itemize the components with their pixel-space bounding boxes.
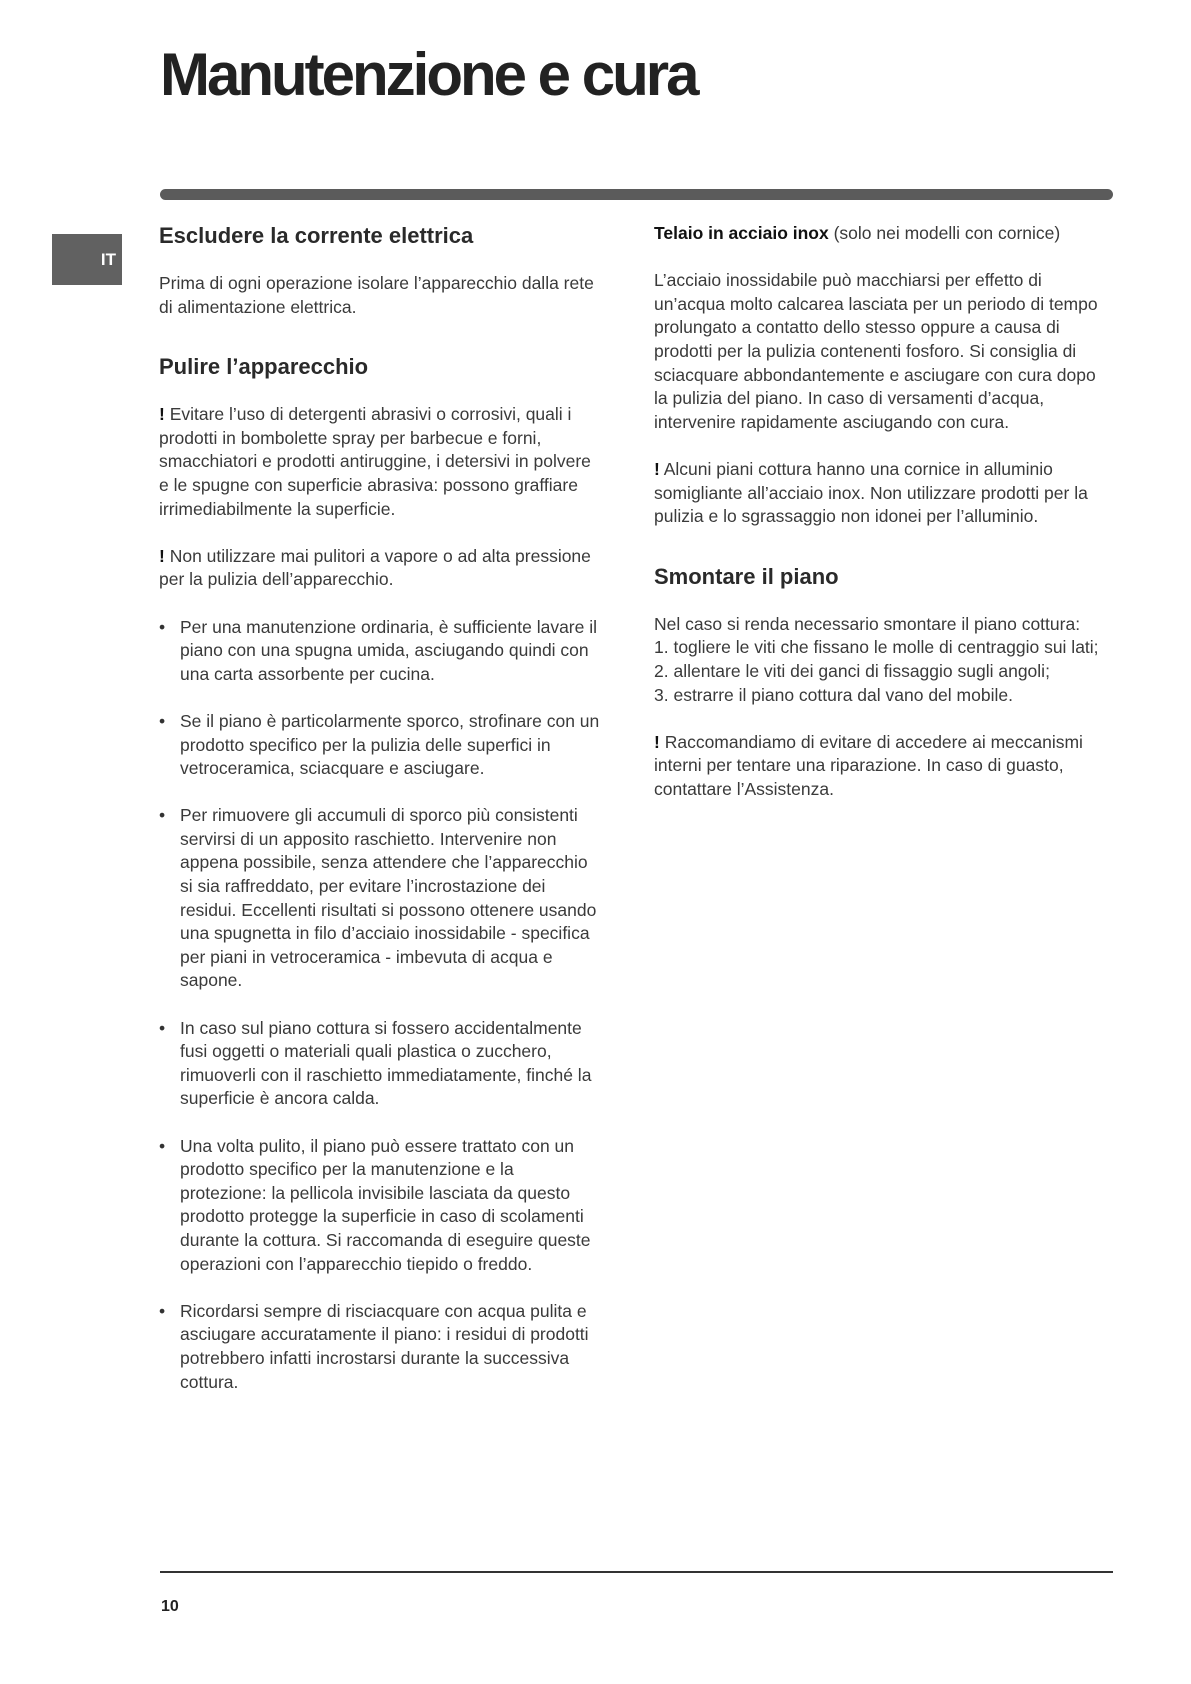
heading-smontare: Smontare il piano: [654, 563, 839, 589]
heading-corrente: Escludere la corrente elettrica: [159, 223, 474, 248]
right-column: [654, 222, 1099, 825]
warning-vapore-text: Non utilizzare mai pulitori a vapore o ad alta pressione per la pulizia dell’apparecchio.: [159, 545, 591, 590]
step-3: 3. estrarre il piano cottura dal vano del mobile.: [654, 684, 1013, 705]
warning-vapore: [159, 545, 604, 592]
language-tab: IT: [52, 234, 122, 285]
list-item: • Per rimuovere gli accumuli di sporco più consistenti servirsi di un apposito raschietto. Intervenire non appena possibile, senza attendere che l’apparecchio si sia raffreddato, per evitare l’incrostazione dei residui. Eccellenti risultati si possono ottenere usando una spugnetta in filo d’acciaio inossidabile - specifica per piani in vetroceramica - imbevuta di acqua e sapone.: [159, 804, 604, 993]
warning-abrasivi-text: Evitare l’uso di detergenti abrasivi o corrosivi, quali i prodotti in bombolette spray per barbecue e forni, smacchiatori e prodotti antiruggine, i detersivi in polvere e le spugne con superficie abrasiva: possono graffiare irrimediabilmente la superficie.: [159, 404, 591, 519]
list-item: • Ricordarsi sempre di risciacquare con acqua pulita e asciugare accuratamente il piano: i residui di prodotti potrebbero infatti incrostarsi durante la successiva cottura.: [159, 1300, 604, 1394]
paragraph-acciaio: L’acciaio inossidabile può macchiarsi per effetto di un’acqua molto calcarea lasciata per un periodo di tempo prolungato a contatto dello stesso oppure a causa di prodotti per la pulizia contenenti fosforo. Si consiglia di sciacquare abbondantemente e asciugare con cura dopo la pulizia del piano. In caso di versamenti d’acqua, intervenire rapidamente asciugando con cura.: [654, 270, 1098, 432]
page-title: Manutenzione e cura: [160, 41, 697, 108]
footer-rule: [160, 1571, 1113, 1573]
warning-mark: !: [654, 458, 660, 479]
smontare-intro: Nel caso si renda necessario smontare il piano cottura:: [654, 613, 1081, 634]
smontare-steps: [654, 613, 1099, 707]
warning-mark: !: [159, 404, 165, 425]
warning-assistenza-text: Raccomandiamo di evitare di accedere ai meccanismi interni per tentare una riparazione. In caso di guasto, contattare l’Assistenza.: [654, 731, 1083, 799]
warning-mark: !: [159, 545, 165, 566]
step-2: 2. allentare le viti dei ganci di fissaggio sugli angoli;: [654, 660, 1050, 681]
list-item: • Una volta pulito, il piano può essere trattato con un prodotto specifico per la manutenzione e la protezione: la pellicola invisibile lasciata da questo prodotto protegge la superficie in caso di scolamenti durante la cottura. Si raccomanda di eseguire queste operazioni con l’apparecchio tiepido o freddo.: [159, 1135, 604, 1277]
telaio-bold: Telaio in acciaio inox: [654, 223, 829, 243]
warning-abrasivi: [159, 403, 604, 521]
paragraph-corrente: Prima di ogni operazione isolare l’apparecchio dalla rete di alimentazione elettrica.: [159, 273, 594, 317]
page-number: 10: [161, 1598, 179, 1615]
step-1: 1. togliere le viti che fissano le molle di centraggio sui lati;: [654, 637, 1099, 658]
left-column: [159, 222, 604, 1418]
warning-alluminio-text: Alcuni piani cottura hanno una cornice in alluminio somigliante all’acciaio inox. Non utilizzare prodotti per la pulizia e lo sgrassaggio non idonei per l’alluminio.: [654, 458, 1088, 527]
header-rule: [160, 189, 1113, 200]
cleaning-list: [159, 616, 604, 1395]
heading-pulire: Pulire l’apparecchio: [159, 354, 369, 380]
list-item: • In caso sul piano cottura si fossero accidentalmente fusi oggetti o materiali quali plastica o zucchero, rimuoverli con il raschietto immediatamente, finché la superficie è ancora calda.: [159, 1017, 604, 1111]
warning-mark: !: [654, 731, 660, 752]
telaio-heading: [654, 222, 1099, 246]
list-item: • Se il piano è particolarmente sporco, strofinare con un prodotto specifico per la pulizia delle superfici in vetroceramica, sciacquare e asciugare.: [159, 710, 604, 781]
list-item: • Per una manutenzione ordinaria, è sufficiente lavare il piano con una spugna umida, asciugando quindi con una carta assorbente per cucina.: [159, 616, 604, 687]
warning-alluminio: [654, 458, 1099, 529]
telaio-note: (solo nei modelli con cornice): [828, 223, 1061, 243]
warning-assistenza: [654, 731, 1099, 802]
